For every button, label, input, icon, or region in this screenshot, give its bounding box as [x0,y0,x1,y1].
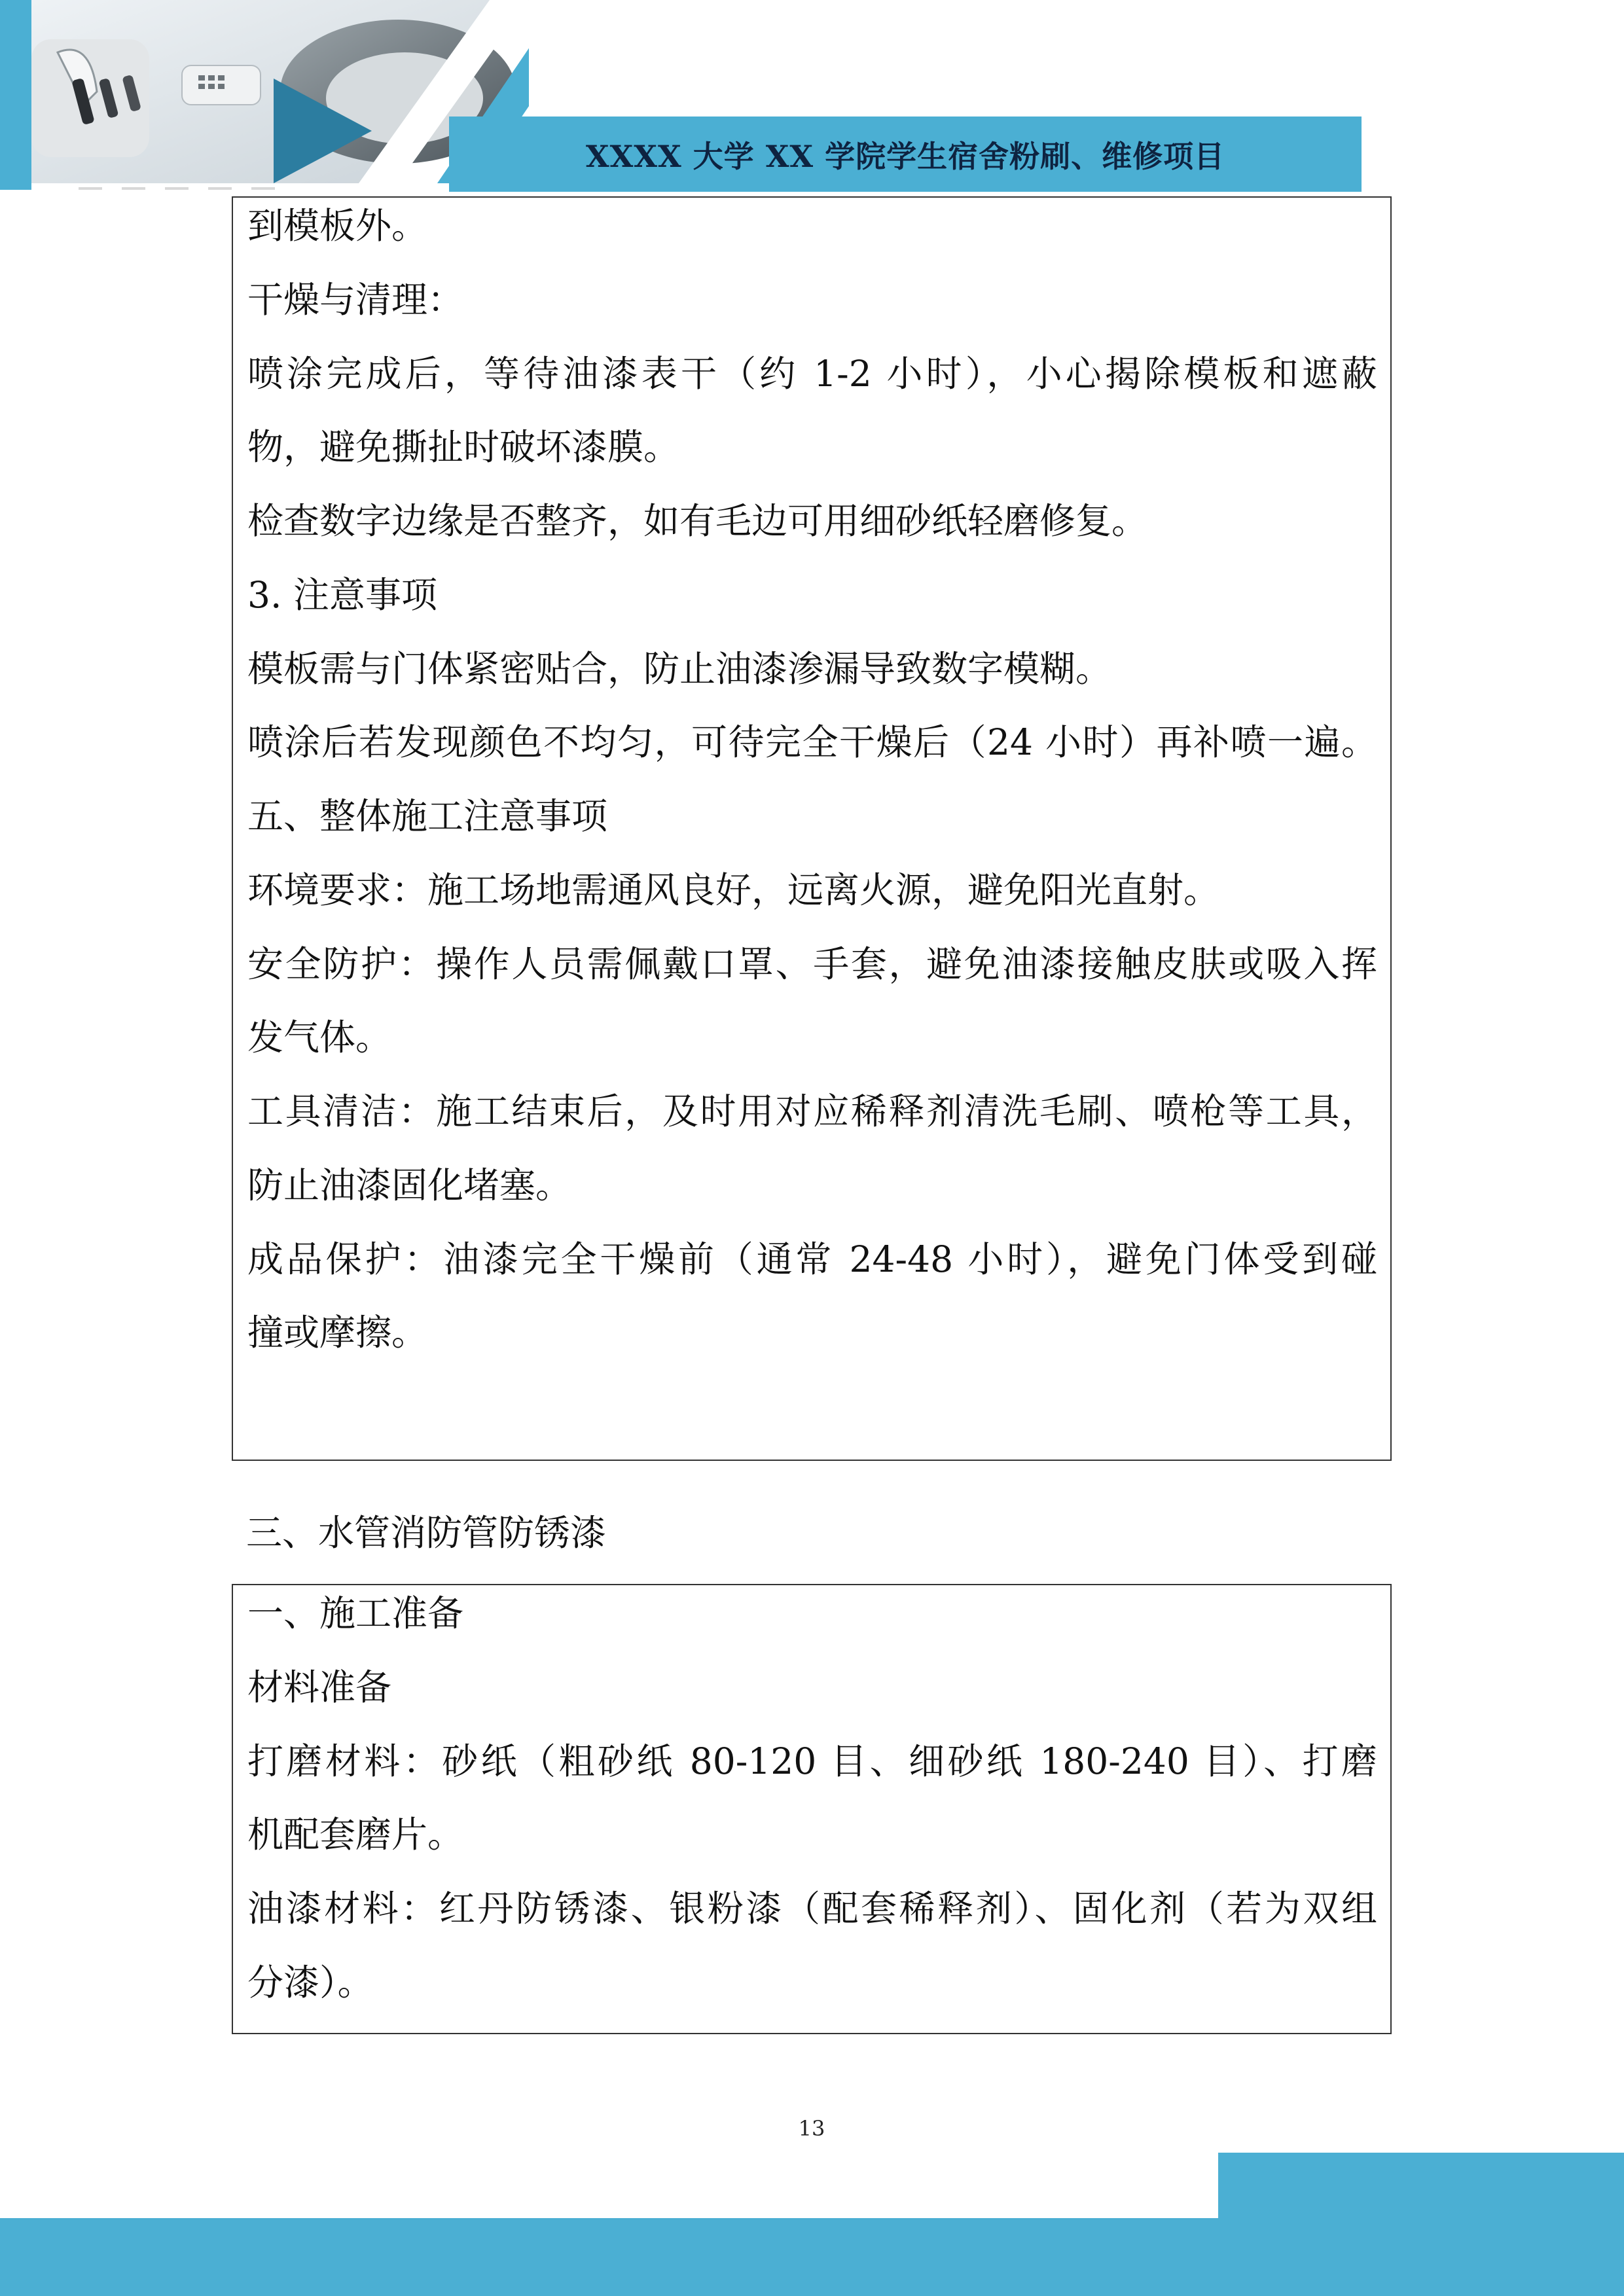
text-line: 模板需与门体紧密贴合，防止油漆渗漏导致数字模糊。 [247,648,1112,690]
subsection-heading: 材料准备 [247,1666,392,1708]
header-dash [208,187,232,190]
content-box-construction-prep [232,1584,1392,2034]
section-heading: 一、施工准备 [247,1592,464,1634]
text-line: 物，避免撕扯时破坏漆膜。 [247,426,680,468]
text-line: 成品保护：油漆完全干燥前（通常 24-48 小时），避免门体受到碰 [247,1238,1377,1280]
text-line: 干燥与清理： [247,279,464,321]
text-line: 分漆）。 [247,1962,374,2003]
text-line: 喷涂后若发现颜色不均匀，可待完全干燥后（24 小时）再补喷一遍。 [247,721,1377,763]
page-number: 13 [798,2116,825,2141]
text-line: 发气体。 [247,1016,392,1058]
text-line: 安全防护：操作人员需佩戴口罩、手套，避免油漆接触皮肤或吸入挥 [247,943,1377,985]
document-header-title: XXXX 大学 XX 学院学生宿舍粉刷、维修项目 [585,138,1225,174]
header-dash [79,187,102,190]
header-dash [122,187,145,190]
text-line: 撞或摩擦。 [247,1312,428,1354]
text-line: 检查数字边缘是否整齐，如有毛边可用细砂纸轻磨修复。 [247,500,1148,542]
text-line: 工具清洁：施工结束后，及时用对应稀释剂清洗毛刷、喷枪等工具， [247,1090,1377,1132]
section-heading-water-pipe: 三、水管消防管防锈漆 [246,1512,607,1554]
header-accent-strip [0,0,31,190]
text-line: 机配套磨片。 [247,1814,464,1856]
text-line: 到模板外。 [247,205,428,247]
text-line: 油漆材料：红丹防锈漆、银粉漆（配套稀释剂）、固化剂（若为双组 [247,1888,1377,1929]
header-dash [165,187,189,190]
header-dash [251,187,275,190]
text-line: 喷涂完成后，等待油漆表干（约 1-2 小时），小心揭除模板和遮蔽 [247,353,1377,395]
text-line: 打磨材料：砂纸（粗砂纸 80-120 目、细砂纸 180-240 目）、打磨 [247,1740,1377,1782]
footer-accent-bar [0,2218,1624,2296]
section-heading: 五、整体施工注意事项 [247,795,608,837]
text-line: 防止油漆固化堵塞。 [247,1164,572,1206]
footer-accent-block [1218,2153,1624,2218]
text-line: 环境要求：施工场地需通风良好，远离火源，避免阳光直射。 [247,869,1220,911]
content-box-painting-notes [232,196,1392,1461]
subsection-heading: 3. 注意事项 [247,574,437,616]
